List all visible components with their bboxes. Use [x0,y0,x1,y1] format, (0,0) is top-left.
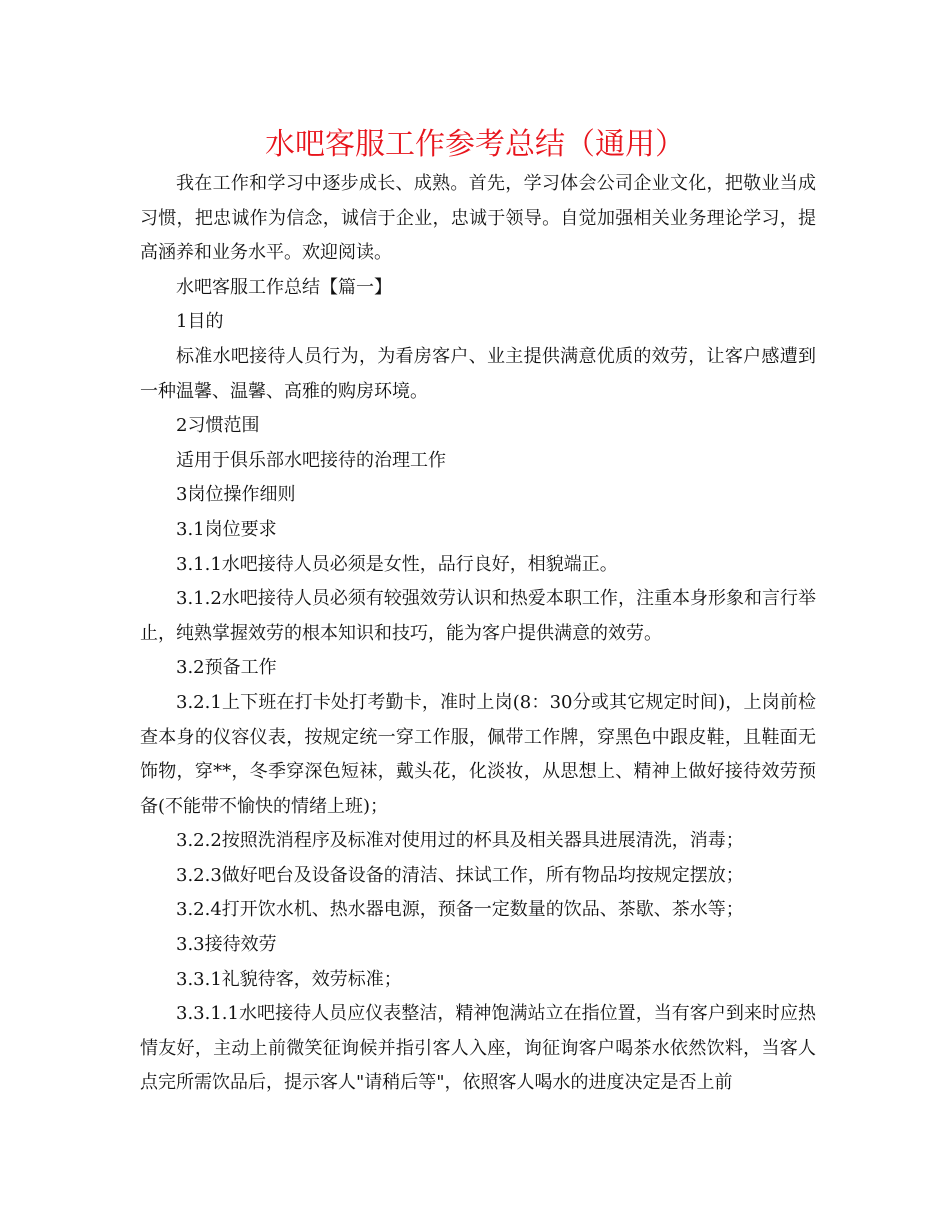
requirement-3-1-2: 3.1.2水吧接待人员必须有较强效劳认识和热爱本职工作，注重本身形象和言行举止，纯熟掌握效劳的根本知识和技巧，能为客户提供满意的效劳。 [140,588,816,644]
preparation-3-2-3: 3.2.3做好吧台及设备设备的清洁、抹试工作，所有物品均按规定摆放； [176,864,744,886]
section-heading-part-one: 水吧客服工作总结【篇一】 [176,276,392,298]
preparation-3-2-4: 3.2.4打开饮水机、热水器电源，预备一定数量的饮品、茶歇、茶水等； [176,899,744,921]
document-body [140,167,816,1101]
heading-job-requirements: 3.1岗位要求 [176,518,277,540]
service-3-3-1-1: 3.3.1.1水吧接待人员应仪表整洁，精神饱满站立在指位置，当有客户到来时应热情友好，主动上前微笑征询候并指引客人入座，询征询客户喝茶水依然饮料，当客人点完所需饮品后，提示客人"请稍后等"，依照客人喝水的进度决定是否上前 [140,1003,816,1094]
preparation-3-2-2: 3.2.2按照洗消程序及标准对使用过的杯具及相关器具进展清洗，消毒； [176,830,744,852]
service-3-3-1: 3.3.1礼貌待客，效劳标准； [176,968,402,990]
purpose-paragraph: 标准水吧接待人员行为，为看房客户、业主提供满意优质的效劳，让客户感遭到一种温馨、温馨、高雅的购房环境。 [140,345,816,402]
requirement-3-1-1: 3.1.1水吧接待人员必须是女性，品行良好，相貌端正。 [176,553,618,575]
heading-reception-service: 3.3接待效劳 [176,934,277,956]
document-title: 水吧客服工作参考总结（通用） [265,127,685,162]
preparation-3-2-1: 3.2.1上下班在打卡处打考勤卡，准时上岗(8：30分或其它规定时间)，上岗前检查本身的仪容仪表，按规定统一穿工作服，佩带工作牌，穿黑色中跟皮鞋，且鞋面无饰物，穿**，冬季穿深色短袜，戴头花，化淡妆，从思想上、精神上做好接待效劳预备(不能带不愉快的情绪上班)； [140,691,816,817]
heading-preparation: 3.2预备工作 [176,657,277,679]
heading-scope: 2习惯范围 [176,415,260,437]
heading-purpose: 1目的 [176,311,224,333]
scope-paragraph: 适用于俱乐部水吧接待的治理工作 [176,449,446,471]
heading-job-rules: 3岗位操作细则 [176,484,296,506]
intro-paragraph: 我在工作和学习中逐步成长、成熟。首先，学习体会公司企业文化，把敬业当成习惯，把忠诚作为信念，诚信于企业，忠诚于领导。自觉加强相关业务理论学习，提高涵养和业务水平。欢迎阅读。 [140,173,816,264]
